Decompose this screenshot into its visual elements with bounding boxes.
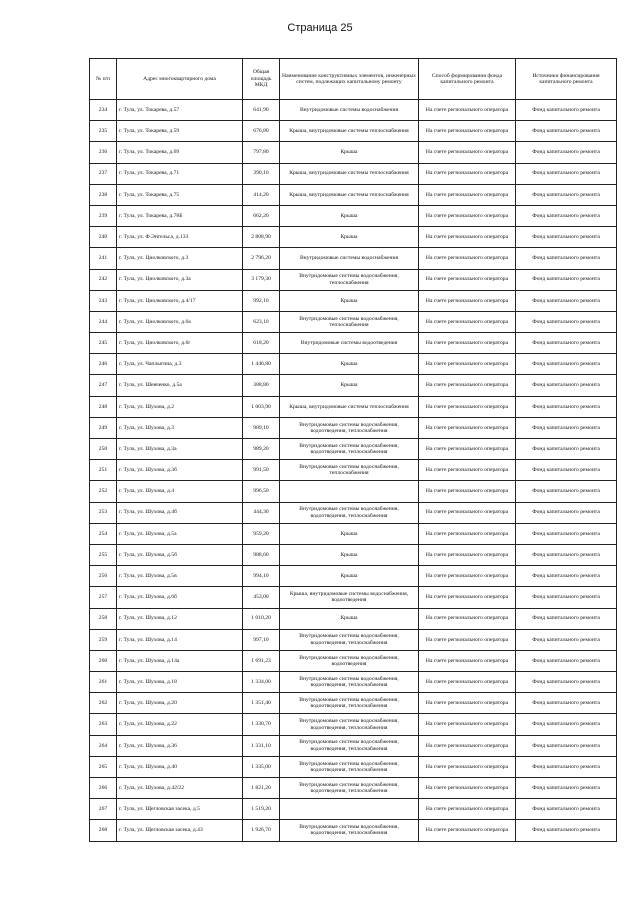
header-area: Общая площадь МКД bbox=[243, 59, 280, 100]
row-number: 234 bbox=[90, 100, 117, 121]
row-address: г. Тула, ул. Токарева, д.78Б bbox=[117, 205, 243, 226]
row-elements: Крыша, внутридомовые системы теплоснабжения bbox=[280, 396, 419, 417]
row-method: На счете регионального оператора bbox=[419, 163, 516, 184]
row-address: г. Тула, ул. Шухова, д.20 bbox=[117, 693, 243, 714]
row-number: 235 bbox=[90, 121, 117, 142]
row-number: 253 bbox=[90, 502, 117, 523]
row-address: г. Тула, ул. Шухова, д.3 bbox=[117, 417, 243, 438]
row-source: Фонд капитального ремонта bbox=[516, 608, 617, 629]
row-elements: Внутридомовые системы водоснабжения, водоотведения, теплоснабжения bbox=[280, 778, 419, 799]
row-method: На счете регионального оператора bbox=[419, 587, 516, 608]
row-source: Фонд капитального ремонта bbox=[516, 417, 617, 438]
row-number: 245 bbox=[90, 333, 117, 354]
row-number: 266 bbox=[90, 778, 117, 799]
row-address: г. Тула, ул. Циолковского, д.4/17 bbox=[117, 290, 243, 311]
table-row bbox=[90, 629, 617, 650]
row-source: Фонд капитального ремонта bbox=[516, 311, 617, 332]
table-row bbox=[90, 672, 617, 693]
row-source: Фонд капитального ремонта bbox=[516, 227, 617, 248]
row-number: 237 bbox=[90, 163, 117, 184]
row-elements: Внутридомовые системы водоснабжения bbox=[280, 248, 419, 269]
header-elements: Наименование конструктивных элементов, инженерных систем, подлежащих капитальному ремонту bbox=[280, 59, 419, 100]
table-body bbox=[90, 100, 617, 842]
row-address: г. Тула, ул. Шухова, д.4б bbox=[117, 502, 243, 523]
row-method: На счете регионального оператора bbox=[419, 756, 516, 777]
row-number: 261 bbox=[90, 672, 117, 693]
row-address: г. Тула, ул. Шухова, д.12 bbox=[117, 608, 243, 629]
row-address: г. Тула, ул. Щегловская засека, д.43 bbox=[117, 820, 243, 841]
row-source: Фонд капитального ремонта bbox=[516, 205, 617, 226]
row-elements bbox=[280, 799, 419, 820]
row-source: Фонд капитального ремонта bbox=[516, 460, 617, 481]
row-elements: Внутридомовые системы водоснабжения, водоотведения, теплоснабжения bbox=[280, 735, 419, 756]
row-address: г. Тула, ул. Шухова, д.40 bbox=[117, 756, 243, 777]
row-elements: Крыша bbox=[280, 566, 419, 587]
row-method: На счете регионального оператора bbox=[419, 523, 516, 544]
row-area: 1 335,00 bbox=[243, 756, 280, 777]
row-source: Фонд капитального ремонта bbox=[516, 375, 617, 396]
row-elements: Крыша bbox=[280, 523, 419, 544]
row-method: На счете регионального оператора bbox=[419, 693, 516, 714]
row-source: Фонд капитального ремонта bbox=[516, 756, 617, 777]
row-area: 797,80 bbox=[243, 142, 280, 163]
table-row bbox=[90, 735, 617, 756]
table-row bbox=[90, 375, 617, 396]
table-row bbox=[90, 163, 617, 184]
row-elements: Внутридомовые системы водоснабжения, водоотведения, теплоснабжения bbox=[280, 439, 419, 460]
table-row bbox=[90, 142, 617, 163]
row-source: Фонд капитального ремонта bbox=[516, 184, 617, 205]
row-area: 1 351,40 bbox=[243, 693, 280, 714]
row-source: Фонд капитального ремонта bbox=[516, 629, 617, 650]
row-source: Фонд капитального ремонта bbox=[516, 290, 617, 311]
header-address: Адрес многоквартирного дома bbox=[117, 59, 243, 100]
row-address: г. Тула, ул. Токарева, д.75 bbox=[117, 184, 243, 205]
row-source: Фонд капитального ремонта bbox=[516, 735, 617, 756]
row-address: г. Тула, ул. Шухова, д.3б bbox=[117, 460, 243, 481]
row-number: 251 bbox=[90, 460, 117, 481]
table-row bbox=[90, 523, 617, 544]
table-row bbox=[90, 290, 617, 311]
row-address: г. Тула, ул. Шухова, д.14а bbox=[117, 650, 243, 671]
row-method: На счете регионального оператора bbox=[419, 481, 516, 502]
row-method: На счете регионального оператора bbox=[419, 100, 516, 121]
row-number: 250 bbox=[90, 439, 117, 460]
row-number: 246 bbox=[90, 354, 117, 375]
row-number: 243 bbox=[90, 290, 117, 311]
row-number: 255 bbox=[90, 544, 117, 565]
row-area: 618,20 bbox=[243, 333, 280, 354]
row-method: На счете регионального оператора bbox=[419, 311, 516, 332]
row-address: г. Тула, ул. Шухова, д.6б bbox=[117, 587, 243, 608]
row-number: 268 bbox=[90, 820, 117, 841]
row-source: Фонд капитального ремонта bbox=[516, 587, 617, 608]
table-row bbox=[90, 756, 617, 777]
header-method: Способ формирования фонда капитального ремонта bbox=[419, 59, 516, 100]
row-method: На счете регионального оператора bbox=[419, 375, 516, 396]
row-method: На счете регионального оператора bbox=[419, 142, 516, 163]
row-source: Фонд капитального ремонта bbox=[516, 502, 617, 523]
row-number: 248 bbox=[90, 396, 117, 417]
row-source: Фонд капитального ремонта bbox=[516, 693, 617, 714]
row-area: 641,90 bbox=[243, 100, 280, 121]
table-row bbox=[90, 205, 617, 226]
table-row bbox=[90, 184, 617, 205]
row-elements: Внутридомовые системы водоснабжения, водоотведения, теплоснабжения bbox=[280, 502, 419, 523]
row-area: 1 334,00 bbox=[243, 672, 280, 693]
row-area: 991,50 bbox=[243, 460, 280, 481]
row-address: г. Тула, ул. Шухова, д.5в bbox=[117, 566, 243, 587]
row-source: Фонд капитального ремонта bbox=[516, 142, 617, 163]
row-elements: Внутридомовые системы водоснабжения, теплоснабжения bbox=[280, 269, 419, 290]
row-area: 959,20 bbox=[243, 523, 280, 544]
row-number: 258 bbox=[90, 608, 117, 629]
row-address: г. Тула, ул. Шухова, д.22 bbox=[117, 714, 243, 735]
row-source: Фонд капитального ремонта bbox=[516, 481, 617, 502]
row-address: г. Тула, ул. Щегловская засека, д.5 bbox=[117, 799, 243, 820]
table-row bbox=[90, 333, 617, 354]
row-source: Фонд капитального ремонта bbox=[516, 566, 617, 587]
row-method: На счете регионального оператора bbox=[419, 396, 516, 417]
row-method: На счете регионального оператора bbox=[419, 205, 516, 226]
page-title: Страница 25 bbox=[287, 22, 353, 34]
table-row bbox=[90, 608, 617, 629]
table-row bbox=[90, 544, 617, 565]
row-elements: Внутридомовые системы водоснабжения, водоотведения, теплоснабжения bbox=[280, 672, 419, 693]
row-number: 239 bbox=[90, 205, 117, 226]
row-area: 676,80 bbox=[243, 121, 280, 142]
row-source: Фонд капитального ремонта bbox=[516, 650, 617, 671]
row-method: На счете регионального оператора bbox=[419, 820, 516, 841]
row-area: 997,10 bbox=[243, 629, 280, 650]
table-row bbox=[90, 100, 617, 121]
row-area: 2 808,90 bbox=[243, 227, 280, 248]
row-address: г. Тула, ул. Циолковского, д.6г bbox=[117, 333, 243, 354]
row-address: г. Тула, ул. Шухова, д.18 bbox=[117, 672, 243, 693]
row-area: 453,00 bbox=[243, 587, 280, 608]
row-area: 992,10 bbox=[243, 290, 280, 311]
row-number: 242 bbox=[90, 269, 117, 290]
header-source: Источники финансирования капитального ремонта bbox=[516, 59, 617, 100]
row-number: 244 bbox=[90, 311, 117, 332]
table-row bbox=[90, 587, 617, 608]
table-row bbox=[90, 502, 617, 523]
row-method: На счете регионального оператора bbox=[419, 629, 516, 650]
row-elements: Крыша bbox=[280, 544, 419, 565]
row-elements: Крыша, внутридомовые системы теплоснабжения bbox=[280, 121, 419, 142]
row-method: На счете регионального оператора bbox=[419, 460, 516, 481]
row-number: 262 bbox=[90, 693, 117, 714]
row-address: г. Тула, ул. Токарева, д.71 bbox=[117, 163, 243, 184]
row-area: 1 330,70 bbox=[243, 714, 280, 735]
row-number: 254 bbox=[90, 523, 117, 544]
row-elements: Внутридомовые системы водоснабжения, теплоснабжения bbox=[280, 311, 419, 332]
row-number: 238 bbox=[90, 184, 117, 205]
header-num: № п/п bbox=[90, 59, 117, 100]
row-number: 257 bbox=[90, 587, 117, 608]
row-method: На счете регионального оператора bbox=[419, 417, 516, 438]
row-address: г. Тула, ул. Шевченко, д.5а bbox=[117, 375, 243, 396]
row-area: 1 821,20 bbox=[243, 778, 280, 799]
row-method: На счете регионального оператора bbox=[419, 544, 516, 565]
row-elements: Внутридомовые системы водоснабжения, водоотведения, теплоснабжения bbox=[280, 693, 419, 714]
row-elements: Внутридомовые системы водоснабжения, водоотведения, теплоснабжения bbox=[280, 756, 419, 777]
row-method: На счете регионального оператора bbox=[419, 248, 516, 269]
table-row bbox=[90, 248, 617, 269]
row-elements: Крыша bbox=[280, 205, 419, 226]
row-address: г. Тула, ул. Чаплыгина, д.3 bbox=[117, 354, 243, 375]
row-method: На счете регионального оператора bbox=[419, 121, 516, 142]
row-method: На счете регионального оператора bbox=[419, 184, 516, 205]
table-row bbox=[90, 121, 617, 142]
row-address: г. Тула, ул. Токарева, д.57 bbox=[117, 100, 243, 121]
row-number: 256 bbox=[90, 566, 117, 587]
row-area: 3 179,30 bbox=[243, 269, 280, 290]
table-row bbox=[90, 227, 617, 248]
row-method: На счете регионального оператора bbox=[419, 227, 516, 248]
row-number: 265 bbox=[90, 756, 117, 777]
row-number: 252 bbox=[90, 481, 117, 502]
table-row bbox=[90, 650, 617, 671]
row-address: г. Тула, ул. Токарева, д.59 bbox=[117, 121, 243, 142]
table-row bbox=[90, 714, 617, 735]
row-source: Фонд капитального ремонта bbox=[516, 100, 617, 121]
row-method: На счете регионального оператора bbox=[419, 735, 516, 756]
row-address: г. Тула, ул. Шухова, д.3а bbox=[117, 439, 243, 460]
row-source: Фонд капитального ремонта bbox=[516, 714, 617, 735]
row-elements: Внутридомовые системы водоснабжения, водоотведения, теплоснабжения bbox=[280, 629, 419, 650]
row-address: г. Тула, ул. Шухова, д.5а bbox=[117, 523, 243, 544]
row-elements: Внутридомовые системы водоснабжения, водоотведения, теплоснабжения bbox=[280, 417, 419, 438]
row-number: 247 bbox=[90, 375, 117, 396]
row-address: г. Тула, ул. Циолковского, д.3 bbox=[117, 248, 243, 269]
table-row bbox=[90, 693, 617, 714]
row-source: Фонд капитального ремонта bbox=[516, 248, 617, 269]
row-method: На счете регионального оператора bbox=[419, 354, 516, 375]
table-row bbox=[90, 311, 617, 332]
table-row bbox=[90, 481, 617, 502]
table-row bbox=[90, 799, 617, 820]
row-area: 2 796,20 bbox=[243, 248, 280, 269]
row-address: г. Тула, ул. Циолковского, д.6а bbox=[117, 311, 243, 332]
row-area: 444,30 bbox=[243, 502, 280, 523]
row-elements: Внутридомовые системы водоснабжения, теплоснабжения bbox=[280, 460, 419, 481]
row-area: 1 691,23 bbox=[243, 650, 280, 671]
row-number: 236 bbox=[90, 142, 117, 163]
row-method: На счете регионального оператора bbox=[419, 566, 516, 587]
row-method: На счете регионального оператора bbox=[419, 290, 516, 311]
row-area: 1 446,80 bbox=[243, 354, 280, 375]
row-source: Фонд капитального ремонта bbox=[516, 333, 617, 354]
row-number: 267 bbox=[90, 799, 117, 820]
row-area: 1 926,70 bbox=[243, 820, 280, 841]
capital-repair-table bbox=[89, 58, 617, 842]
row-area: 390,10 bbox=[243, 163, 280, 184]
row-method: На счете регионального оператора bbox=[419, 799, 516, 820]
row-address: г. Тула, ул. Токарева, д.69 bbox=[117, 142, 243, 163]
table-row bbox=[90, 778, 617, 799]
row-elements: Внутридомовые системы водоснабжения bbox=[280, 100, 419, 121]
row-address: г. Тула, ул. Циолковского, д.3а bbox=[117, 269, 243, 290]
table-row bbox=[90, 460, 617, 481]
row-number: 260 bbox=[90, 650, 117, 671]
row-source: Фонд капитального ремонта bbox=[516, 544, 617, 565]
row-elements: Крыша bbox=[280, 142, 419, 163]
row-source: Фонд капитального ремонта bbox=[516, 523, 617, 544]
row-address: г. Тула, ул. Шухова, д.2 bbox=[117, 396, 243, 417]
table-row bbox=[90, 820, 617, 841]
row-source: Фонд капитального ремонта bbox=[516, 820, 617, 841]
table-header-row bbox=[90, 59, 617, 100]
table-row bbox=[90, 439, 617, 460]
row-source: Фонд капитального ремонта bbox=[516, 396, 617, 417]
row-method: На счете регионального оператора bbox=[419, 714, 516, 735]
row-method: На счете регионального оператора bbox=[419, 778, 516, 799]
row-elements: Крыша, внутридомовые системы теплоснабжения bbox=[280, 184, 419, 205]
row-area: 1 331,10 bbox=[243, 735, 280, 756]
row-address: г. Тула, ул. Шухова, д.5б bbox=[117, 544, 243, 565]
row-area: 1 010,20 bbox=[243, 608, 280, 629]
row-elements: Внутридомовые системы водоснабжения, водоотведения bbox=[280, 650, 419, 671]
row-area: 414,20 bbox=[243, 184, 280, 205]
row-method: На счете регионального оператора bbox=[419, 650, 516, 671]
row-elements: Крыша, внутридомовые системы водоснабжения, водоотведения bbox=[280, 587, 419, 608]
table-row bbox=[90, 566, 617, 587]
row-source: Фонд капитального ремонта bbox=[516, 269, 617, 290]
row-method: На счете регионального оператора bbox=[419, 502, 516, 523]
row-method: На счете регионального оператора bbox=[419, 333, 516, 354]
row-elements: Крыша bbox=[280, 354, 419, 375]
table-row bbox=[90, 269, 617, 290]
row-area: 988,60 bbox=[243, 544, 280, 565]
row-area: 994,10 bbox=[243, 566, 280, 587]
row-source: Фонд капитального ремонта bbox=[516, 121, 617, 142]
row-elements: Крыша, внутридомовые системы теплоснабжения bbox=[280, 163, 419, 184]
row-source: Фонд капитального ремонта bbox=[516, 354, 617, 375]
row-elements: Внутридомовые системы водоснабжения, водоотведения, теплоснабжения bbox=[280, 714, 419, 735]
table-row bbox=[90, 354, 617, 375]
table-row bbox=[90, 396, 617, 417]
row-address: г. Тула, ул. Шухова, д.42/22 bbox=[117, 778, 243, 799]
row-address: г. Тула, ул. Шухова, д.4 bbox=[117, 481, 243, 502]
row-address: г. Тула, ул. Шухова, д.14 bbox=[117, 629, 243, 650]
table-row bbox=[90, 417, 617, 438]
row-address: г. Тула, ул. Ф.Энгельса, д.133 bbox=[117, 227, 243, 248]
row-area: 1 519,20 bbox=[243, 799, 280, 820]
row-elements: Крыша bbox=[280, 227, 419, 248]
row-source: Фонд капитального ремонта bbox=[516, 778, 617, 799]
row-area: 388,80 bbox=[243, 375, 280, 396]
row-method: На счете регионального оператора bbox=[419, 672, 516, 693]
row-elements bbox=[280, 481, 419, 502]
row-number: 263 bbox=[90, 714, 117, 735]
row-area: 662,20 bbox=[243, 205, 280, 226]
row-elements: Внутридомовые системы водоотведения bbox=[280, 333, 419, 354]
row-method: На счете регионального оператора bbox=[419, 439, 516, 460]
row-area: 1 003,90 bbox=[243, 396, 280, 417]
row-area: 623,10 bbox=[243, 311, 280, 332]
row-number: 240 bbox=[90, 227, 117, 248]
row-source: Фонд капитального ремонта bbox=[516, 799, 617, 820]
row-elements: Внутридомовые системы водоснабжения, водоотведения, теплоснабжения bbox=[280, 820, 419, 841]
row-source: Фонд капитального ремонта bbox=[516, 672, 617, 693]
row-address: г. Тула, ул. Шухова, д.36 bbox=[117, 735, 243, 756]
row-number: 241 bbox=[90, 248, 117, 269]
row-method: На счете регионального оператора bbox=[419, 269, 516, 290]
row-elements: Крыша bbox=[280, 290, 419, 311]
row-source: Фонд капитального ремонта bbox=[516, 439, 617, 460]
row-source: Фонд капитального ремонта bbox=[516, 163, 617, 184]
row-area: 989,10 bbox=[243, 417, 280, 438]
row-area: 989,20 bbox=[243, 439, 280, 460]
row-number: 259 bbox=[90, 629, 117, 650]
row-number: 264 bbox=[90, 735, 117, 756]
row-method: На счете регионального оператора bbox=[419, 608, 516, 629]
row-elements: Крыша bbox=[280, 608, 419, 629]
row-number: 249 bbox=[90, 417, 117, 438]
row-elements: Крыша bbox=[280, 375, 419, 396]
row-area: 996,50 bbox=[243, 481, 280, 502]
